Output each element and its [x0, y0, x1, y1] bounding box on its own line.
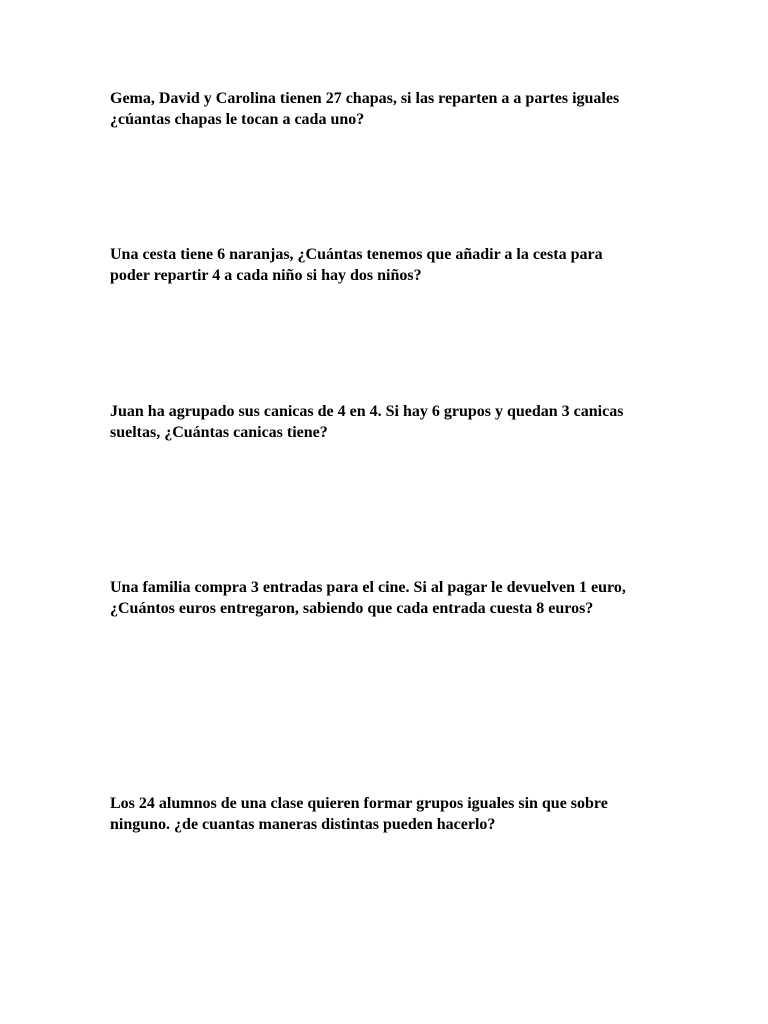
- problem-4: [110, 577, 670, 619]
- problem-3-line-1: Juan ha agrupado sus canicas de 4 en 4. Si hay 6 grupos y quedan 3 canicas: [110, 403, 624, 420]
- problem-2: [110, 244, 670, 286]
- problem-3: [110, 401, 670, 443]
- problem-4-line-1: Una familia compra 3 entradas para el cine. Si al pagar le devuelven 1 euro,: [110, 579, 626, 596]
- problem-2-line-1: Una cesta tiene 6 naranjas, ¿Cuántas tenemos que añadir a la cesta para: [110, 246, 603, 263]
- problem-1: [110, 88, 670, 130]
- problem-1-line-2: ¿cúantas chapas le tocan a cada uno?: [110, 111, 365, 128]
- problem-5-line-1: Los 24 alumnos de una clase quieren formar grupos iguales sin que sobre: [110, 795, 608, 812]
- problem-5-line-2: ninguno. ¿de cuantas maneras distintas pueden hacerlo?: [110, 816, 496, 833]
- problem-5: [110, 793, 670, 835]
- problem-3-line-2: sueltas, ¿Cuántas canicas tiene?: [110, 424, 328, 441]
- problem-4-line-2: ¿Cuántos euros entregaron, sabiendo que cada entrada cuesta 8 euros?: [110, 600, 594, 617]
- problem-1-line-1: Gema, David y Carolina tienen 27 chapas, si las reparten a a partes iguales: [110, 90, 620, 107]
- problem-2-line-2: poder repartir 4 a cada niño si hay dos niños?: [110, 267, 422, 284]
